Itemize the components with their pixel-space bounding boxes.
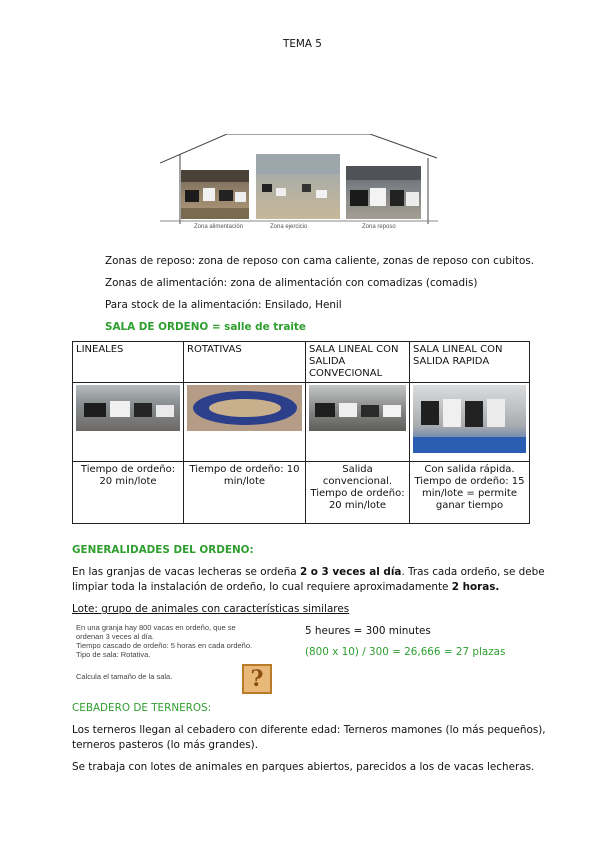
rotativas-photo (187, 385, 302, 431)
header-lineales: LINEALES (73, 342, 184, 383)
header-rotativas: ROTATIVAS (184, 342, 306, 383)
lineales-photo (76, 385, 180, 431)
exercise-line5: Calcula el tamaño de la sala. (76, 672, 173, 681)
cebadero-line3: Se trabaja con lotes de animales en parques abiertos, parecidos a los de vacas lecheras. (72, 761, 535, 773)
calc-conversion: 5 heures = 300 minutes (305, 625, 431, 637)
generalidades-duration: 2 horas. (451, 581, 500, 593)
header-sala-rapida: SALA LINEAL CON SALIDA RAPIDA (410, 342, 530, 383)
sala-heading: SALA DE ORDENO = salle de traite (105, 321, 306, 333)
exercise-line4: Tipo de sala: Rotativa. (76, 650, 151, 659)
caption-rest: Zona reposo (362, 224, 396, 230)
cebadero-heading: CEBADERO DE TERNEROS: (72, 702, 212, 714)
generalidades-line1 (72, 566, 545, 579)
generalidades-frequency: 2 o 3 veces al día (299, 566, 402, 578)
rotativas-photo-cell (184, 383, 306, 462)
rapida-desc: Con salida rápida. Tiempo de ordeño: 15 min/lote = permite ganar tiempo (410, 462, 530, 524)
cebadero-line2: terneros pasteros (lo más grandes). (72, 739, 258, 751)
page-title: TEMA 5 (283, 38, 322, 50)
question-icon: ? (242, 664, 272, 694)
generalidades-text-a: En las granjas de vacas lecheras se ordeña (72, 566, 300, 578)
rapida-photo (413, 385, 526, 453)
calc-result: (800 x 10) / 300 = 26,666 = 27 plazas (305, 646, 506, 658)
rapida-photo-cell (410, 383, 530, 462)
rotativas-desc: Tiempo de ordeño: 10 min/lote (184, 462, 306, 524)
generalidades-heading: GENERALIDADES DEL ORDENO: (72, 544, 254, 556)
convencional-photo (309, 385, 406, 431)
exercise-line3: Tiempo cascado de ordeño: 5 horas en cada ordeño. (76, 641, 253, 650)
exercise-zone-photo (256, 154, 340, 219)
convencional-photo-cell (306, 383, 410, 462)
exercise-line2: ordenan 3 veces al día. (76, 632, 154, 641)
exercise-line1: En una granja hay 800 vacas en ordeño, que se (76, 623, 236, 632)
caption-exercise: Zona ejercicio (270, 224, 308, 230)
zones-rest-text: Zonas de reposo: zona de reposo con cama caliente, zonas de reposo con cubitos. (105, 255, 535, 267)
caption-feeding: Zona alimentación (194, 224, 244, 230)
convencional-desc: Salida convencional. Tiempo de ordeño: 20 min/lote (306, 462, 410, 524)
rest-zone-photo (346, 166, 421, 219)
generalidades-text-c: . Tras cada ordeño, se debe (401, 566, 545, 578)
zones-feeding-text: Zonas de alimentación: zona de alimentación con comadizas (comadis) (105, 277, 478, 289)
generalidades-line2 (72, 581, 499, 594)
generalidades-text-d: limpiar toda la instalación de ordeño, lo cual requiere aproximadamente (72, 581, 452, 593)
lote-definition: Lote: grupo de animales con características similares (72, 603, 350, 615)
cebadero-line1: Los terneros llegan al cebadero con diferente edad: Terneros mamones (lo más pequeños), (72, 724, 546, 736)
lineales-desc: Tiempo de ordeño: 20 min/lote (73, 462, 184, 524)
zones-stock-text: Para stock de la alimentación: Ensilado, Henil (105, 299, 342, 311)
barn-illustration (160, 134, 438, 234)
feeding-zone-photo (181, 170, 249, 219)
milking-parlour-table (72, 341, 530, 524)
lineales-photo-cell (73, 383, 184, 462)
header-sala-convencional: SALA LINEAL CON SALIDA CONVECIONAL (306, 342, 410, 383)
